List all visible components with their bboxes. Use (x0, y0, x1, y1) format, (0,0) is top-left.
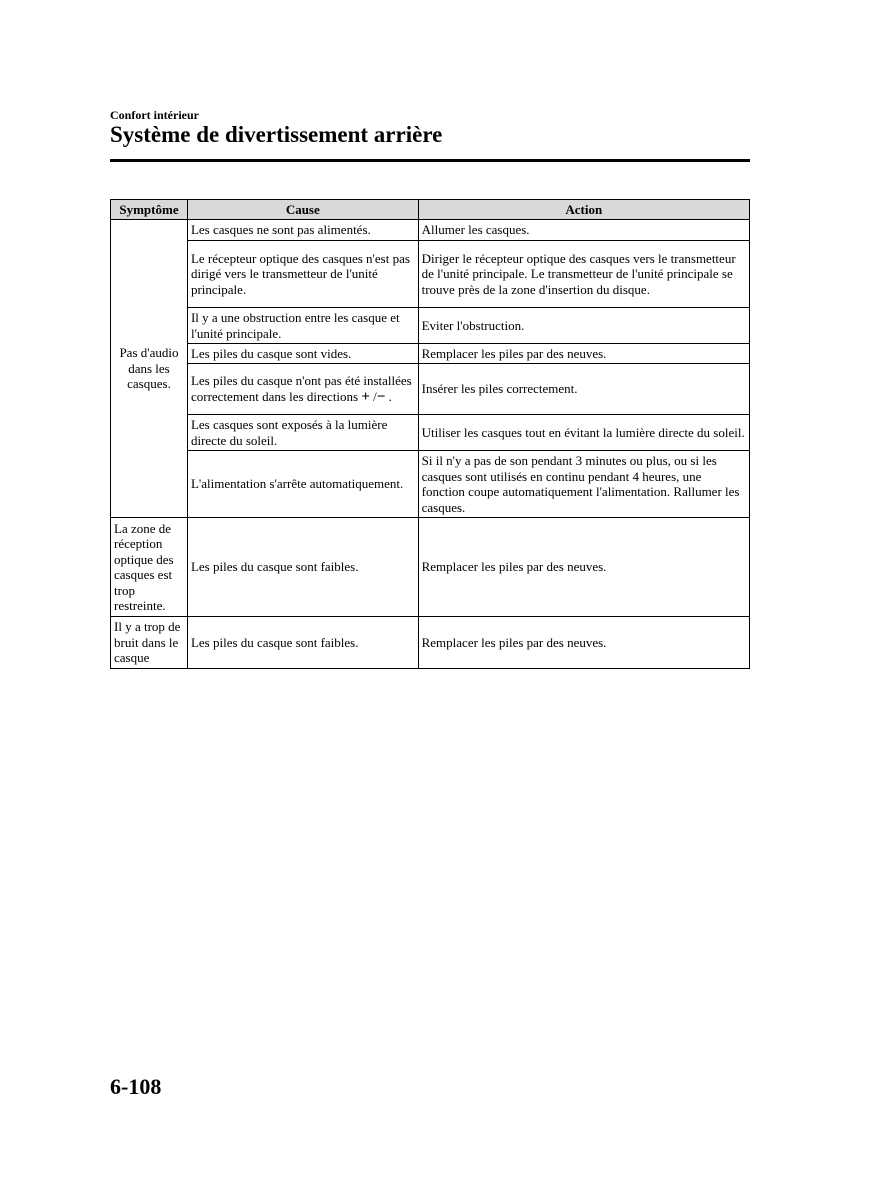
action-cell: Remplacer les piles par des neuves. (418, 518, 749, 617)
cause-end: . (385, 388, 392, 404)
action-cell: Remplacer les piles par des neuves. (418, 617, 749, 669)
table-row (111, 518, 750, 617)
action-cell: Eviter l'obstruction. (418, 308, 749, 344)
table-row (111, 241, 750, 308)
troubleshooting-table (110, 199, 750, 669)
plus-icon: + (361, 388, 370, 405)
symptom-cell: Il y a trop de bruit dans le casque (111, 617, 188, 669)
table-header-row (111, 200, 750, 220)
header-cause: Cause (187, 200, 418, 220)
header-symptom: Symptôme (111, 200, 188, 220)
cause-text: Les piles du casque n'ont pas été installées correctement dans les directions (190, 373, 412, 404)
table-row (111, 415, 750, 451)
minus-icon: − (376, 388, 386, 405)
table-row (111, 364, 750, 415)
action-cell: Insérer les piles correctement. (418, 364, 749, 415)
cause-cell: Il y a une obstruction entre les casque et l'unité principale. (187, 308, 418, 344)
cause-cell: Les piles du casque sont faibles. (187, 518, 418, 617)
cause-cell: Les casques sont exposés à la lumière directe du soleil. (187, 415, 418, 451)
action-cell: Remplacer les piles par des neuves. (418, 344, 749, 364)
title-rule (110, 159, 750, 162)
page-number: 6-108 (110, 1074, 162, 1099)
table-row (111, 308, 750, 344)
table-row (111, 617, 750, 669)
action-cell: Diriger le récepteur optique des casques vers le transmetteur de l'unité principale. Le transmetteur de l'unité principale se trouve près de la zone d'insertion du disque. (418, 241, 749, 308)
page-title: Système de divertissement arrière (110, 122, 443, 147)
action-cell: Allumer les casques. (418, 220, 749, 241)
cause-cell: Les casques ne sont pas alimentés. (187, 220, 418, 241)
action-cell: Si il n'y a pas de son pendant 3 minutes ou plus, ou si les casques sont utilisés en continu pendant 4 heures, une fonction coupe automatiquement l'alimentation. Rallumer les casques. (418, 451, 749, 518)
cause-cell: Les piles du casque sont vides. (187, 344, 418, 364)
cause-cell (187, 364, 418, 415)
direction-separator: / (369, 388, 377, 404)
header-action: Action (418, 200, 749, 220)
cause-cell: Les piles du casque sont faibles. (187, 617, 418, 669)
symptom-cell: La zone de réception optique des casques est trop restreinte. (111, 518, 188, 617)
cause-cell: Le récepteur optique des casques n'est pas dirigé vers le transmetteur de l'unité principale. (187, 241, 418, 308)
cause-cell: L'alimentation s'arrête automatiquement. (187, 451, 418, 518)
table-row (111, 344, 750, 364)
table-row (111, 220, 750, 241)
symptom-cell: Pas d'audio dans les casques. (111, 220, 188, 518)
section-label: Confort intérieur (110, 108, 199, 122)
table-row (111, 451, 750, 518)
action-cell: Utiliser les casques tout en évitant la lumière directe du soleil. (418, 415, 749, 451)
